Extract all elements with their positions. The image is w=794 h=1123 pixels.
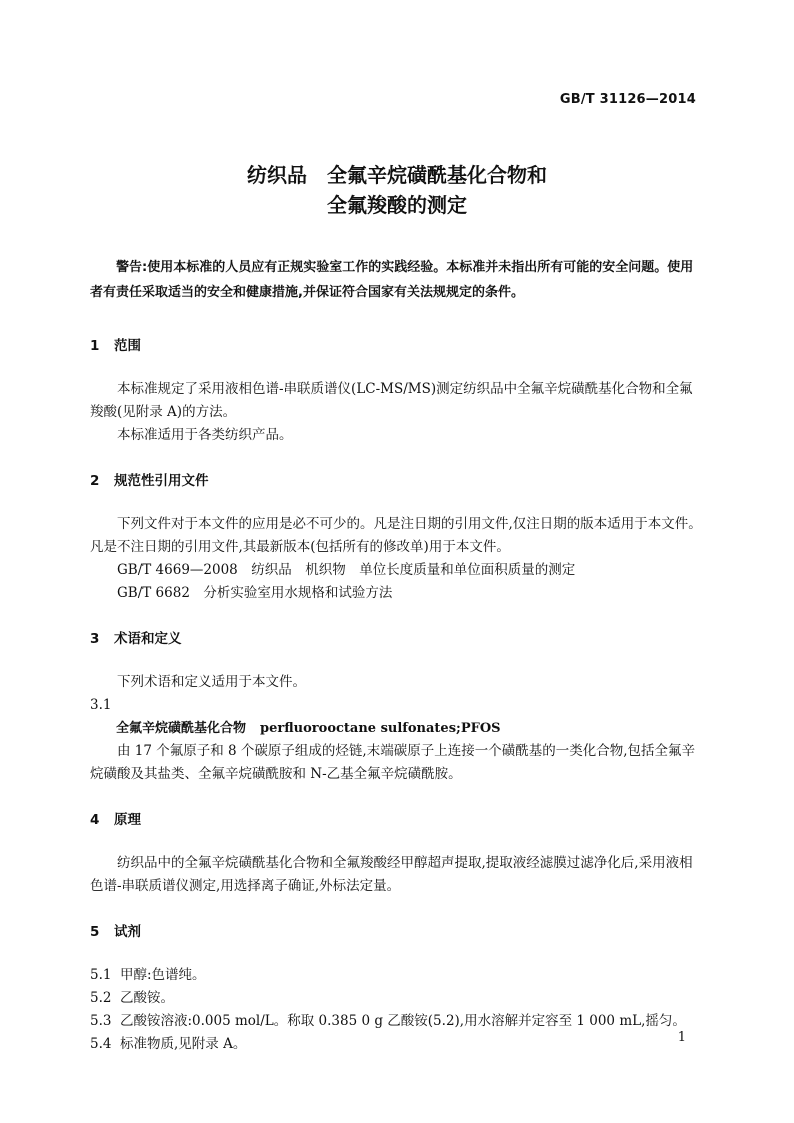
section-number: 2: [90, 473, 100, 489]
term-heading: [90, 717, 702, 740]
item-text: 甲醇:色谱纯。: [120, 967, 206, 983]
item-text: 标准物质,见附录 A。: [120, 1036, 247, 1052]
section-1-heading: [90, 335, 702, 358]
section-2-heading: [90, 470, 702, 493]
item-number: 5.1: [90, 967, 112, 983]
section-title: 原理: [114, 812, 141, 828]
reagent-item: [90, 987, 702, 1010]
section-title: 术语和定义: [114, 631, 182, 647]
section-number: 4: [90, 812, 100, 828]
document-body: [90, 255, 702, 1056]
section-4-heading: [90, 809, 702, 832]
section-number: 1: [90, 338, 100, 354]
section-title: 试剂: [114, 924, 141, 940]
item-text: 乙酸铵。: [120, 990, 174, 1006]
document-title: [0, 160, 794, 220]
section-1-paragraph-1: 本标准规定了采用液相色谱-串联质谱仪(LC-MS/MS)测定纺织品中全氟辛烷磺酰基化合物和全氟羧酸(见附录 A)的方法。: [90, 381, 693, 420]
section-title: 规范性引用文件: [114, 473, 209, 489]
item-number: 5.4: [90, 1036, 112, 1052]
section-3-paragraph-1: 下列术语和定义适用于本文件。: [117, 674, 306, 690]
section-number: 3: [90, 631, 100, 647]
item-number: 5.2: [90, 990, 112, 1006]
normative-reference-2: GB/T 6682 分析实验室用水规格和试验方法: [117, 585, 393, 601]
warning-paragraph: 警告:使用本标准的人员应有正规实验室工作的实践经验。本标准并未指出所有可能的安全问题。使用者有责任采取适当的安全和健康措施,并保证符合国家有关法规规定的条件。: [90, 260, 694, 300]
title-line-2: 全氟羧酸的测定: [327, 193, 467, 217]
normative-reference-1: GB/T 4669—2008 纺织品 机织物 单位长度质量和单位面积质量的测定: [117, 562, 576, 578]
item-text: 乙酸铵溶液:0.005 mol/L。称取 0.385 0 g 乙酸铵(5.2),用水溶解并定容至 1 000 mL,摇匀。: [120, 1013, 686, 1029]
section-2-paragraph-1: 下列文件对于本文件的应用是必不可少的。凡是注日期的引用文件,仅注日期的版本适用于本文件。凡是不注日期的引用文件,其最新版本(包括所有的修改单)用于本文件。: [90, 516, 702, 555]
page-number: 1: [677, 1030, 686, 1045]
term-english: perfluorooctane sulfonates;PFOS: [260, 721, 501, 736]
section-3-heading: [90, 628, 702, 651]
section-number: 5: [90, 924, 100, 940]
reagent-item: [90, 1010, 702, 1033]
reagent-list: [90, 964, 702, 1056]
reagent-item: [90, 964, 702, 987]
section-1-paragraph-2: 本标准适用于各类纺织产品。: [117, 427, 293, 443]
reagent-item: [90, 1033, 702, 1056]
section-title: 范围: [114, 338, 141, 354]
standard-code: GB/T 31126—2014: [559, 92, 696, 107]
section-4-paragraph-1: 纺织品中的全氟辛烷磺酰基化合物和全氟羧酸经甲醇超声提取,提取液经滤膜过滤净化后,采用液相色谱-串联质谱仪测定,用选择离子确证,外标法定量。: [90, 855, 693, 894]
item-number: 5.3: [90, 1013, 112, 1029]
section-5-heading: [90, 921, 702, 944]
term-chinese: 全氟辛烷磺酰基化合物: [116, 721, 247, 736]
subsection-number: 3.1: [90, 697, 112, 713]
title-line-1: 纺织品 全氟辛烷磺酰基化合物和: [247, 163, 547, 187]
term-definition: 由 17 个氟原子和 8 个碳原子组成的烃链,末端碳原子上连接一个磺酰基的一类化合物,包括全氟辛烷磺酸及其盐类、全氟辛烷磺酰胺和 N-乙基全氟辛烷磺酰胺。: [90, 743, 696, 782]
